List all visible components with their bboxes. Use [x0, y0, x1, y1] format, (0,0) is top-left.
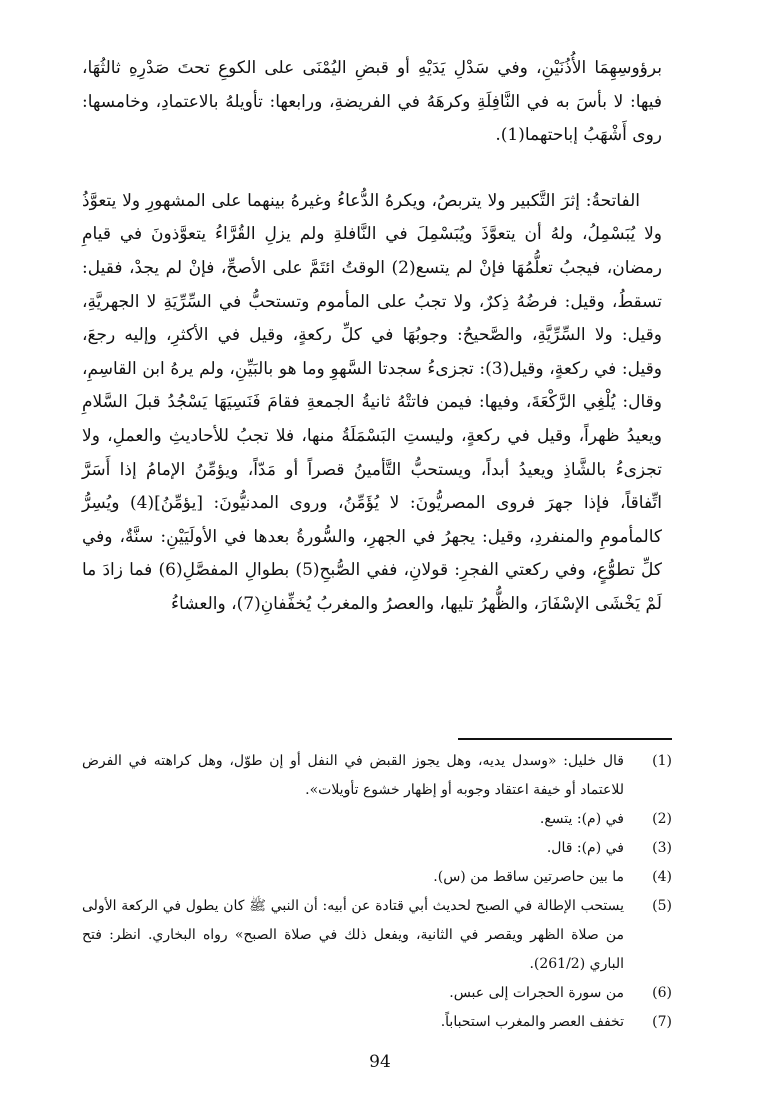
- footnote-number: (1): [652, 753, 672, 769]
- footnote-text: في (م): قال.: [546, 840, 624, 856]
- footnote-number: (5): [652, 898, 672, 914]
- footnote-7: [82, 1008, 672, 1037]
- page-number: 94: [369, 1052, 391, 1072]
- footnote-number: (7): [652, 1014, 672, 1030]
- footnote-number: (6): [652, 985, 672, 1001]
- main-text-block: [82, 52, 662, 622]
- footnote-5: [82, 892, 672, 979]
- footnote-number: (3): [652, 840, 672, 856]
- footnote-text: من سورة الحجرات إلى عبس.: [449, 985, 624, 1001]
- paragraph-2-fatiha: الفاتحةُ: إثرَ التَّكبير ولا يتربصُ، ويكرهُ الدُّعاءُ وغيرهُ بينهما على المشهورِ ولا يتعوَّذُ ولا يُبَسْمِلُ، ولهُ أن يتعوَّذَ ويُبَسْمِلَ في النَّافلةِ ولم يزلِ القُرَّاءُ يتعوَّذونَ في قيامِ رمضان، فيجبُ تعلُّمُهَا فإنْ لم يتسع(2) الوقتُ ائتَمَّ على الأصحِّ، فإنْ لم يجدْ، فقيل: تسقطُ، وقيل: فرضُهُ ذِكرٌ، ولا تجبُ على المأموم وتستحبُّ في السِّرِّيَةِ لا الجهريَّةِ، وقيل: ولا السِّرِّيَّةِ، والصَّحيحُ: وجوبُهَا في كلِّ ركعةٍ، وقيل في الأكثرِ، وإليه رجعَ، وقيل: في ركعةٍ، وقيل(3): تجزىءُ سجدتا السَّهوِ وما هو بالبَيِّنِ، ولم يرهُ ابن القاسِمِ، وقال: يُلْغِي الرَّكْعَةَ، وفيها: فيمن فاتتْهُ ثانيةُ الجمعةِ فقامَ فَنَسِيَهَا يَسْجُدُ قبلَ السَّلامِ ويعيدُ ظهراً، وقيل في ركعةٍ، وليستِ البَسْمَلَةُ منها، فلا تجبُ للأحاديثِ والعملِ، ولا تجزىءُ بالشَّاذِ ويعيدُ أبداً، ويستحبُّ التَّأمينُ قصراً أو مَدّاً، ويؤمِّنُ الإمامُ إذا أَسَرَّ اتِّفاقاً، فإذا جهرَ فروى المصريُّونَ: لا يُؤَمِّنُ، وروى المدنيُّونَ: [يؤمِّنُ](4) ويُسِرُّ كالمأمومِ والمنفردِ، وقيل: يجهرُ في الجهرِ، والسُّورةُ بعدها في الأولَيَيْنِ: سنَّةٌ، وفي كلِّ تطوُّعٍ، وفي ركعتي الفجرِ: قولانِ، ففي الصُّبحِ(5) بطوالِ المفصَّلِ(6) فما زادَ ما لَمْ يَخْشَى الإسْفَارَ، والظُّهرُ تليها، والعصرُ والمغربُ يُخفِّفانِ(7)، والعشاءُ: [82, 190, 662, 614]
- footnote-2: [82, 805, 672, 834]
- footnote-text: في (م): يتسع.: [539, 811, 624, 827]
- footnote-number: (2): [652, 811, 672, 827]
- footnotes: [82, 747, 672, 1037]
- footnote-separator: [458, 738, 672, 740]
- footnote-text: تخفف العصر والمغرب استحباباً.: [440, 1014, 624, 1030]
- footnote-1: [82, 747, 672, 805]
- paragraph-1: برؤوسِهِمَا الأُذُنَيْنِ، وفي سَدْلِ يَدَيْهِ أو قبضِ اليُمْنَى على الكوعِ تحتَ صَدْرِهِ ثالثُهَا، فيها: لا بأسَ به في النَّافِلَةِ وكرهَهُ في الفريضةِ، ورابعها: تأويلهُ بالاعتمادِ، وخامسها: روى أَشْهَبُ إباحتهما(1).: [82, 58, 662, 146]
- footnote-6: [82, 979, 672, 1008]
- footnote-4: [82, 863, 672, 892]
- footnote-text: يستحب الإطالة في الصبح لحديث أبي قتادة عن أبيه: أن النبي ﷺ كان يطول في الركعة الأولى من صلاة الظهر ويقصر في الثانية، ويفعل ذلك في صلاة الصبح» رواه البخاري. انظر: فتح الباري (261/2).: [82, 898, 625, 972]
- footnote-3: [82, 834, 672, 863]
- footnote-text: ما بين حاصرتين ساقط من (س).: [433, 869, 624, 885]
- footnote-number: (4): [652, 869, 672, 885]
- footnote-text: قال خليل: «وسدل يديه، وهل يجوز القبض في النفل أو إن طوّل، وهل كراهته في الفرض للاعتماد أو خيفة اعتقاد وجوبه أو إظهار خشوع تأويلات».: [82, 753, 624, 798]
